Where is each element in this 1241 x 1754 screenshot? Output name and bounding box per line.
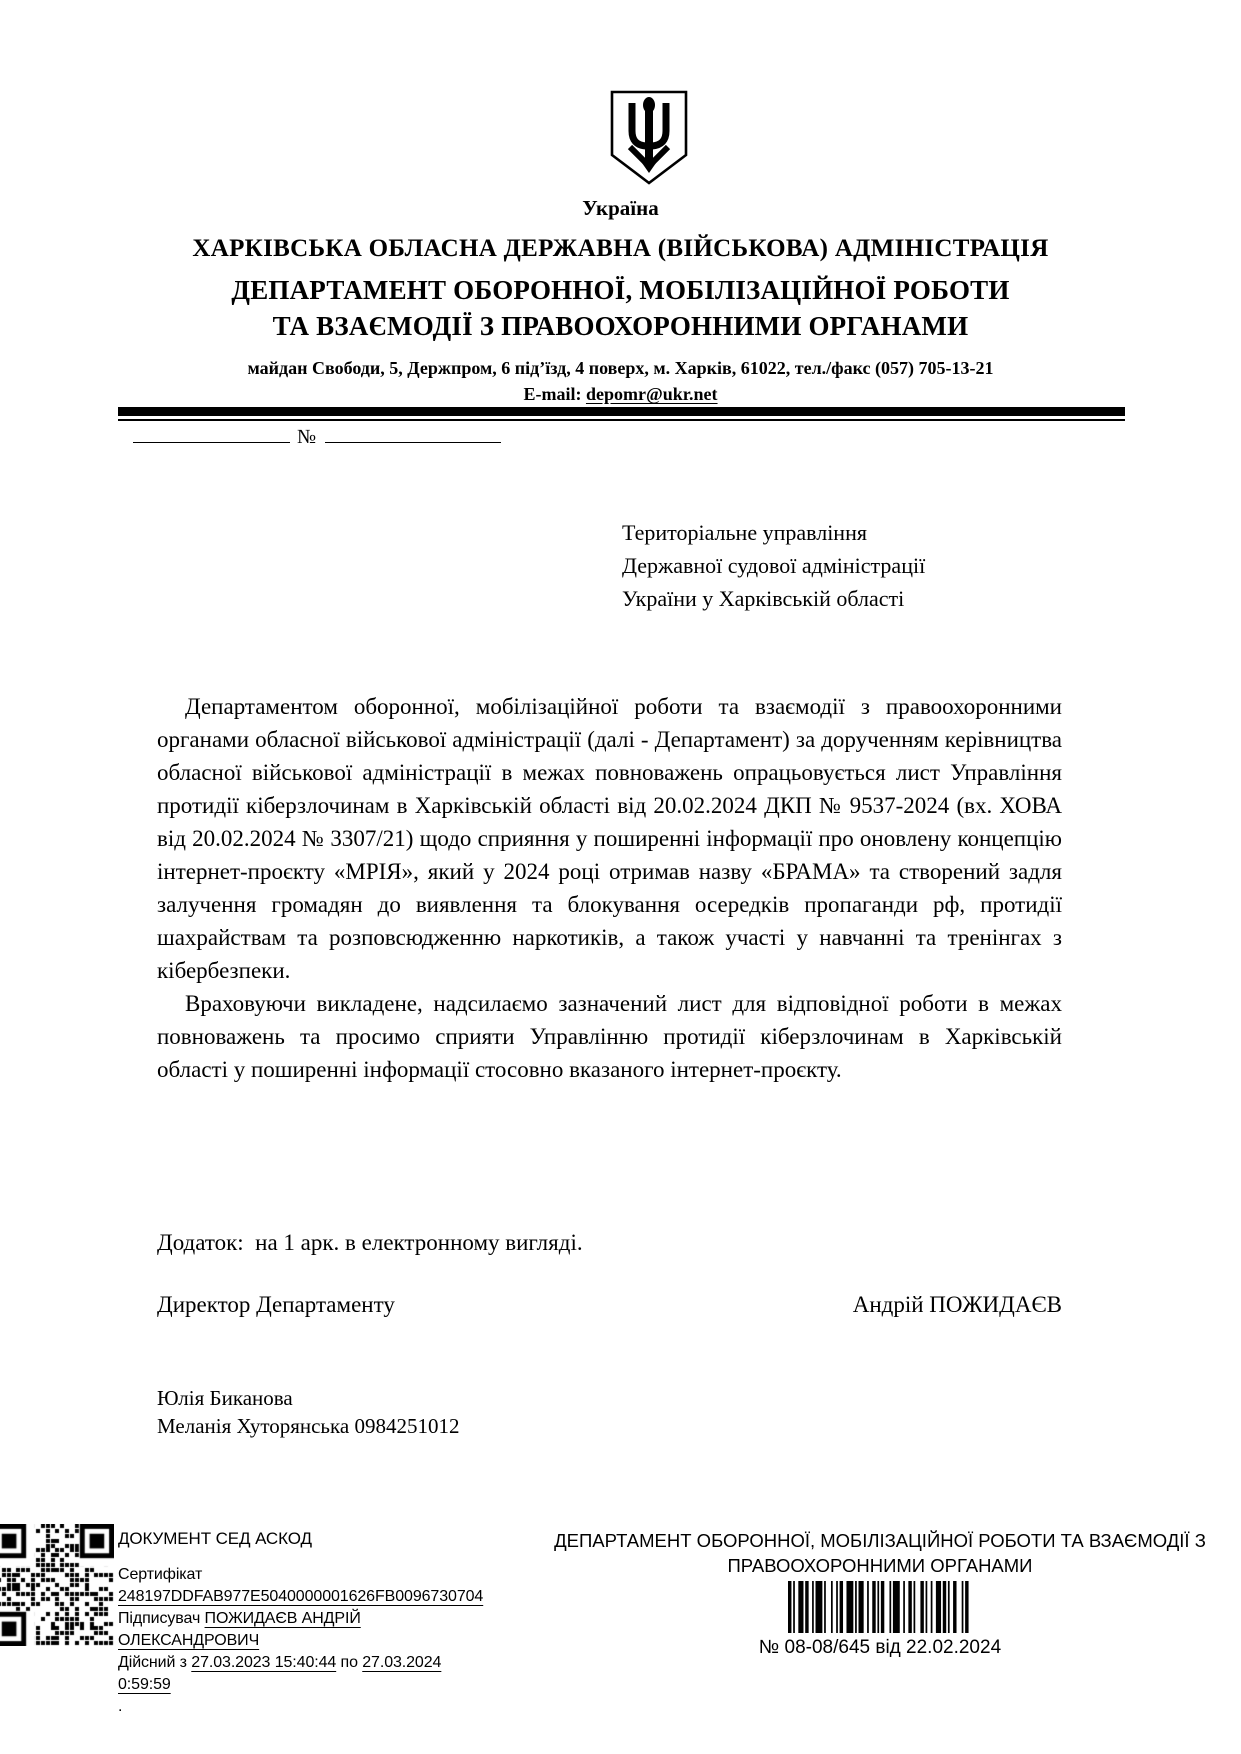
ukraine-trident-emblem: [610, 90, 688, 186]
org-name-line3: ТА ВЗАЄМОДІЇ З ПРАВООХОРОННИМИ ОРГАНАМИ: [272, 311, 969, 341]
recipient-line: України у Харківській області: [622, 586, 905, 611]
contact-line: Юлія Биканова: [157, 1386, 293, 1410]
number-blank-line: [325, 423, 501, 443]
certificate-label: Сертифікат: [118, 1566, 203, 1583]
recipient-block: [622, 516, 925, 615]
trailing-dot: .: [118, 1698, 123, 1715]
attachment-line: Додаток: на 1 арк. в електронному вигляді.: [157, 1230, 583, 1255]
registration-stamp-block: [535, 1528, 1225, 1660]
signer-position: Директор Департаменту: [157, 1292, 395, 1317]
email-label: E-mail:: [523, 384, 586, 404]
org-name-line2: ДЕПАРТАМЕНТ ОБОРОННОЇ, МОБІЛІЗАЦІЙНОЇ РОБОТИ: [231, 275, 1010, 305]
body-paragraph-1: Департаментом оборонної, мобілізаційної роботи та взаємодії з правоохоронними органами обласної військової адміністрації (далі - Департамент) за дорученням керівництва обласної військової адміністрації в межах повноважень опрацьовується лист Управління протидії кіберзлочинам в Харківській області від 20.02.2024 ДКП № 9537-2024 (вх. ХОВА від 20.02.2024 № 3307/21) щодо сприяння у поширенні інформації про оновлену концепцію інтернет-проєкту «МРІЯ», який у 2024 році отримав назву «БРАМА» та створений задля залучення громадян до виявлення та блокування осередків пропаганди рф, протидії шахрайствам та розповсюдженню наркотиків, а також участі у навчанні та тренінгах з кібербезпеки.: [157, 694, 1062, 983]
signature-row: [157, 1292, 1062, 1318]
header-rule-thick: [118, 407, 1125, 416]
reference-row: [133, 423, 501, 449]
number-sign: №: [297, 426, 317, 448]
org-email: [0, 384, 1241, 405]
certificate-number: 248197DDFAB977E5040000001626FB0096730704: [118, 1588, 484, 1605]
org-name-line1: ХАРКІВСЬКА ОБЛАСНА ДЕРЖАВНА (ВІЙСЬКОВА) АДМІНІСТРАЦІЯ: [192, 235, 1049, 262]
recipient-line: Державної судової адміністрації: [622, 553, 926, 578]
contact-persons: [157, 1384, 459, 1440]
signer-name: Андрій ПОЖИДАЄВ: [852, 1292, 1062, 1317]
validity-info: Дійсний з 27.03.2023 15:40:44 по 27.03.2024 0:59:59: [118, 1654, 442, 1693]
recipient-line: Територіальне управління: [622, 520, 867, 545]
stamp-department-name: ДЕПАРТАМЕНТ ОБОРОННОЇ, МОБІЛІЗАЦІЙНОЇ РОБОТИ ТА ВЗАЄМОДІЇ З ПРАВООХОРОННИМИ ОРГАНАМИ: [554, 1530, 1206, 1576]
org-address: майдан Свободи, 5, Держпром, 6 під’їзд, 4 поверх, м. Харків, 61022, тел./факс (057) 705-13-21: [247, 358, 994, 378]
header-rule-thin: [118, 419, 1125, 421]
qr-code: [0, 1524, 114, 1646]
country-label: Україна: [582, 196, 659, 220]
contact-line: Меланія Хуторянська 0984251012: [157, 1414, 460, 1438]
email-address: depomr@ukr.net: [585, 384, 718, 404]
document-number: № 08-08/645 від 22.02.2024: [758, 1637, 1002, 1658]
sed-system-label: ДОКУМЕНТ СЕД АСКОД: [118, 1529, 312, 1548]
letter-body: [157, 690, 1062, 1086]
body-paragraph-2: Враховуючи викладене, надсилаємо зазначений лист для відповідної роботи в межах повноважень та просимо сприяти Управлінню протидії кіберзлочинам в Харківській області у поширенні інформації стосовно вказаного інтернет-проєкту.: [157, 991, 1062, 1082]
date-blank-line: [133, 423, 290, 443]
barcode: [788, 1581, 972, 1633]
signer-info: Підписувач ПОЖИДАЄВ АНДРІЙ ОЛЕКСАНДРОВИЧ: [118, 1610, 361, 1649]
signature-stamp-block: [118, 1528, 490, 1718]
